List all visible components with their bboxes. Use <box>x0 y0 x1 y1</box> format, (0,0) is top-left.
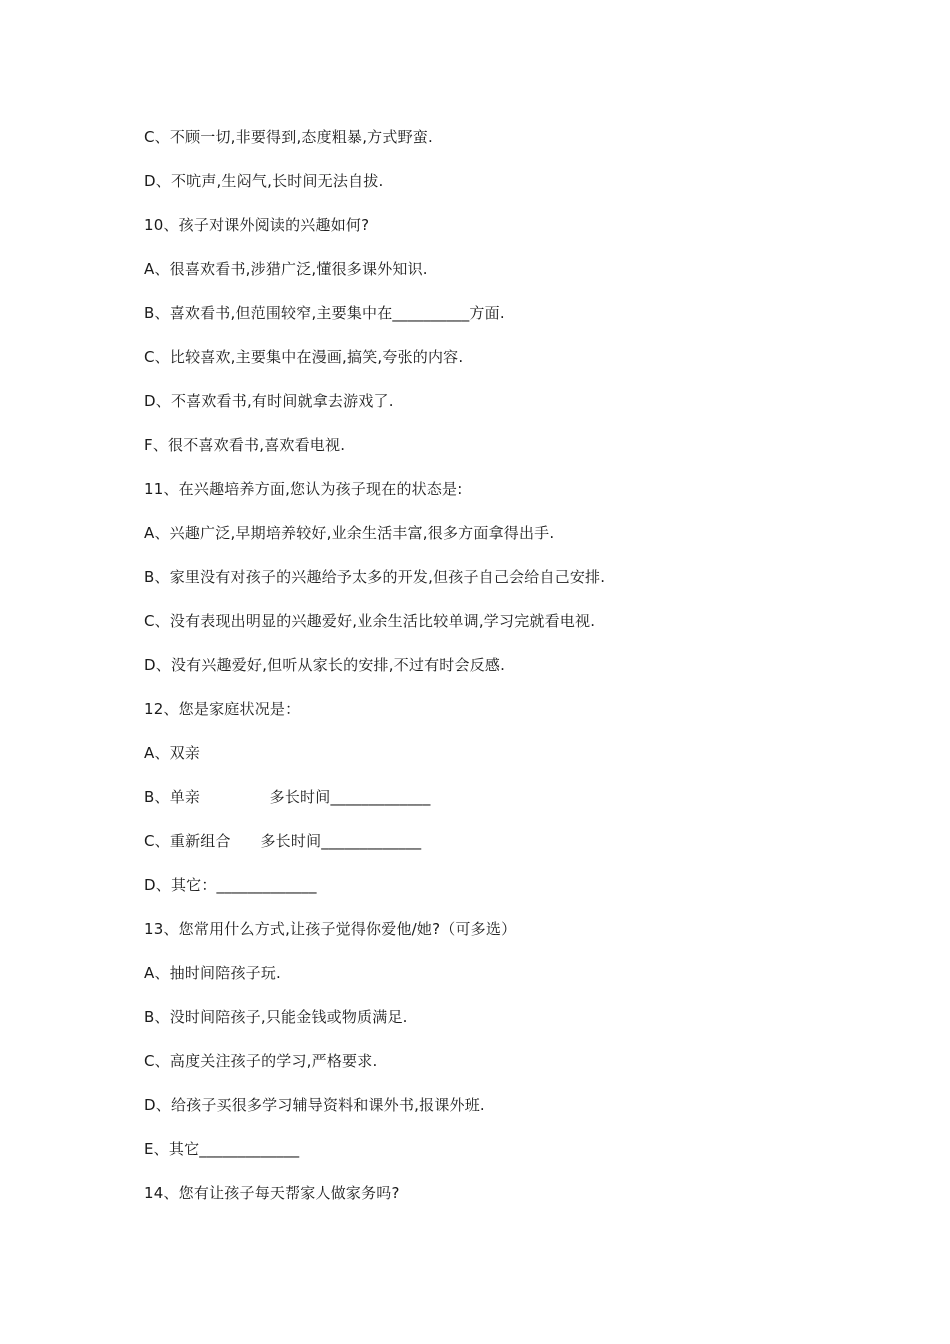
answer-option: B、家里没有对孩子的兴趣给予太多的开发,但孩子自己会给自己安排. <box>144 568 606 586</box>
answer-option: F、很不喜欢看书,喜欢看电视. <box>144 436 346 454</box>
answer-option: A、很喜欢看书,涉猎广泛,懂很多课外知识. <box>144 260 428 278</box>
answer-option: C、比较喜欢,主要集中在漫画,搞笑,夸张的内容. <box>144 348 464 366</box>
question-heading: 12、您是家庭状况是： <box>144 700 301 718</box>
answer-option: B、单亲 多长时间_____________ <box>144 788 431 806</box>
answer-option: D、给孩子买很多学习辅导资料和课外书,报课外班. <box>144 1096 485 1114</box>
answer-option: A、抽时间陪孩子玩. <box>144 964 282 982</box>
answer-option: C、高度关注孩子的学习,严格要求. <box>144 1052 378 1070</box>
answer-option: D、其它：_____________ <box>144 876 317 894</box>
answer-option: E、其它_____________ <box>144 1140 300 1158</box>
question-heading: 11、在兴趣培养方面,您认为孩子现在的状态是: <box>144 480 463 498</box>
answer-option: D、不喜欢看书,有时间就拿去游戏了. <box>144 392 394 410</box>
answer-option: A、双亲 <box>144 744 201 762</box>
answer-option: D、不吭声,生闷气,长时间无法自拔. <box>144 172 384 190</box>
answer-option: D、没有兴趣爱好,但听从家长的安排,不过有时会反感. <box>144 656 506 674</box>
answer-option: C、没有表现出明显的兴趣爱好,业余生活比较单调,学习完就看电视. <box>144 612 596 630</box>
questionnaire-text <box>144 124 904 1224</box>
question-heading: 14、您有让孩子每天帮家人做家务吗? <box>144 1184 400 1202</box>
question-heading: 10、孩子对课外阅读的兴趣如何? <box>144 216 370 234</box>
answer-option: C、重新组合 多长时间_____________ <box>144 832 422 850</box>
question-heading: 13、您常用什么方式,让孩子觉得你爱他/她?（可多选） <box>144 920 517 938</box>
answer-option: B、没时间陪孩子,只能金钱或物质满足. <box>144 1008 408 1026</box>
answer-option: A、兴趣广泛,早期培养较好,业余生活丰富,很多方面拿得出手. <box>144 524 555 542</box>
answer-option: B、喜欢看书,但范围较窄,主要集中在__________方面. <box>144 304 505 322</box>
answer-option: C、不顾一切,非要得到,态度粗暴,方式野蛮. <box>144 128 433 146</box>
